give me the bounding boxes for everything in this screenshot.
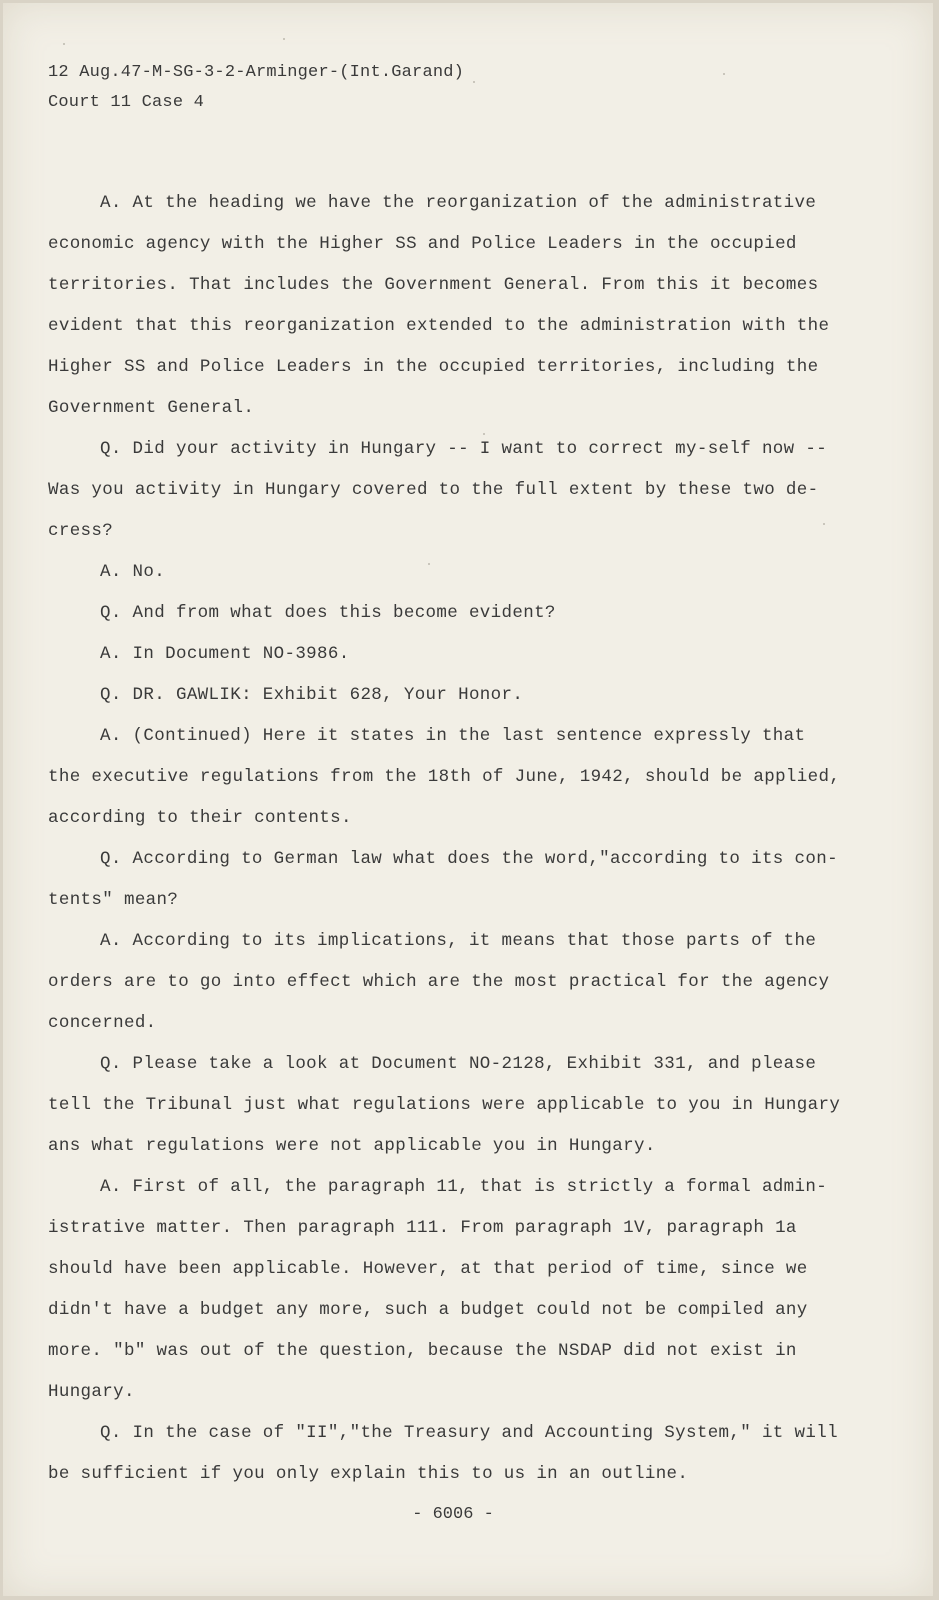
paper-speck [473, 81, 475, 83]
paper-speck [428, 563, 430, 565]
paper-speck [483, 433, 485, 435]
text-line: istrative matter. Then paragraph 111. From paragraph 1V, paragraph 1a [48, 1218, 797, 1238]
text-line: didn't have a budget any more, such a budget could not be compiled any [48, 1300, 808, 1320]
text-line: A. First of all, the paragraph 11, that is strictly a formal admin- [100, 1177, 828, 1197]
text-line: concerned. [48, 1013, 157, 1033]
text-line: territories. That includes the Government General. From this it becomes [48, 275, 819, 295]
text-line: ans what regulations were not applicable you in Hungary. [48, 1136, 656, 1156]
paper-speck [63, 43, 65, 45]
page-number: - 6006 - [412, 1505, 494, 1524]
text-line: should have been applicable. However, at that period of time, since we [48, 1259, 808, 1279]
text-line: A. At the heading we have the reorganization of the administrative [100, 193, 817, 213]
text-line: tents" mean? [48, 890, 179, 910]
text-line: according to their contents. [48, 808, 352, 828]
text-line: evident that this reorganization extended to the administration with the [48, 316, 830, 336]
text-line: tell the Tribunal just what regulations were applicable to you in Hungary [48, 1095, 841, 1115]
document-header-reference: 12 Aug.47-M-SG-3-2-Arminger-(Int.Garand) [48, 63, 465, 82]
paper-speck [283, 38, 285, 40]
text-line: Q. According to German law what does the word,"according to its con- [100, 849, 838, 869]
text-line: Government General. [48, 398, 255, 418]
text-line: orders are to go into effect which are the most practical for the agency [48, 972, 830, 992]
text-line: be sufficient if you only explain this to us in an outline. [48, 1464, 689, 1484]
paper-speck [823, 523, 825, 525]
text-line: Q. Please take a look at Document NO-2128, Exhibit 331, and please [100, 1054, 817, 1074]
text-line: Higher SS and Police Leaders in the occupied territories, including the [48, 357, 819, 377]
document-page [3, 3, 933, 1596]
text-line: more. "b" was out of the question, because the NSDAP did not exist in [48, 1341, 797, 1361]
text-line: Was you activity in Hungary covered to the full extent by these two de- [48, 480, 819, 500]
text-line: cress? [48, 521, 114, 541]
paper-speck [723, 73, 725, 75]
text-line: economic agency with the Higher SS and Police Leaders in the occupied [48, 234, 797, 254]
text-line: Hungary. [48, 1382, 135, 1402]
text-line: A. In Document NO-3986. [100, 644, 350, 664]
text-line: the executive regulations from the 18th of June, 1942, should be applied, [48, 767, 841, 787]
text-line: Q. And from what does this become evident? [100, 603, 556, 623]
text-line: Q. In the case of "II","the Treasury and Accounting System," it will [100, 1423, 838, 1443]
text-line: Q. Did your activity in Hungary -- I want to correct my-self now -- [100, 439, 828, 459]
text-line: A. According to its implications, it means that those parts of the [100, 931, 817, 951]
text-line: A. No. [100, 562, 166, 582]
text-line: Q. DR. GAWLIK: Exhibit 628, Your Honor. [100, 685, 524, 705]
text-line: A. (Continued) Here it states in the last sentence expressly that [100, 726, 806, 746]
document-header-court: Court 11 Case 4 [48, 93, 205, 112]
